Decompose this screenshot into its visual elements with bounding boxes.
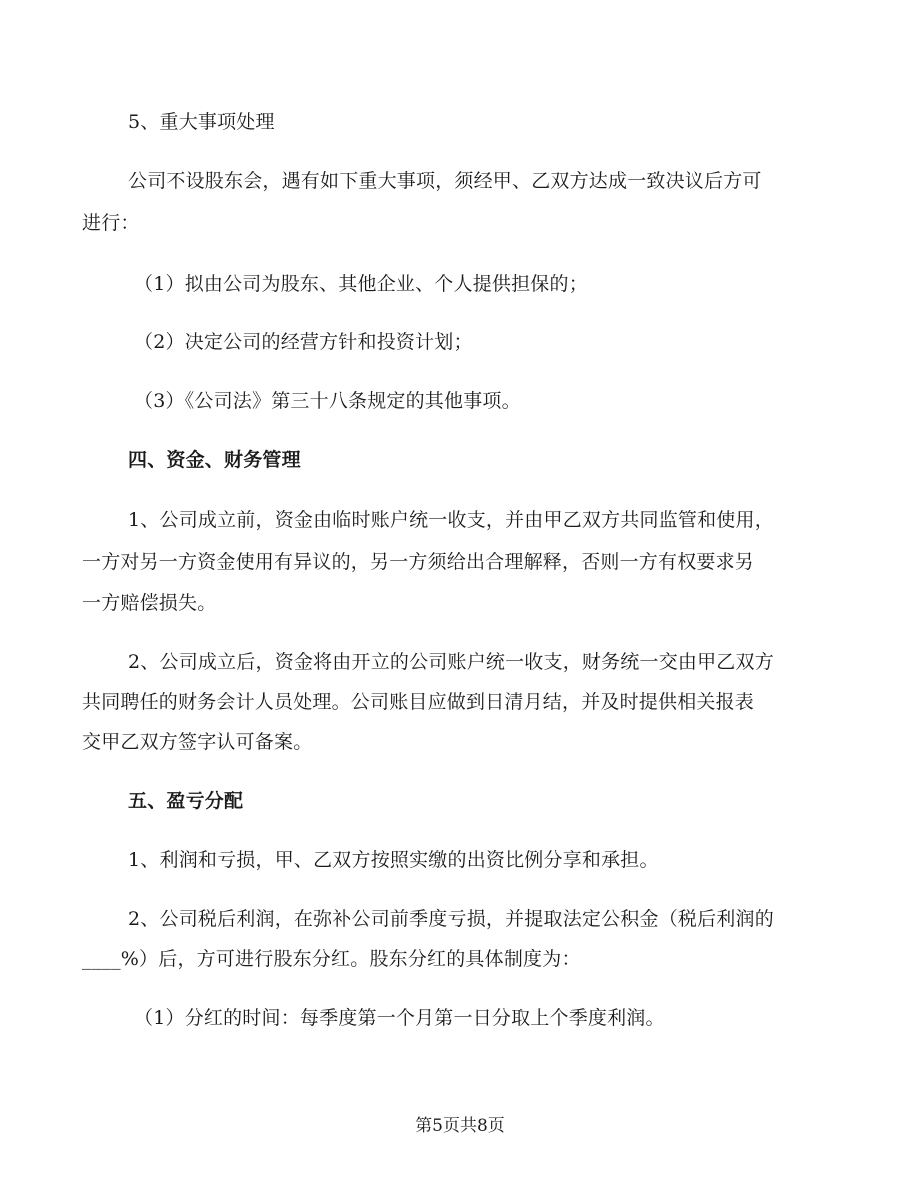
paragraph-line: 2、公司成立后，资金将由开立的公司账户统一收支，财务统一交由甲乙双方 — [128, 651, 774, 673]
paragraph-line: 共同聘任的财务会计人员处理。公司账目应做到日清月结，并及时提供相关报表 — [82, 691, 755, 713]
section-heading-major-matters: 5、重大事项处理 — [128, 111, 275, 133]
paragraph-line: 交甲乙双方签字认可备案。 — [82, 731, 313, 753]
list-item: （1）拟由公司为股东、其他企业、个人提供担保的； — [134, 273, 588, 295]
list-item: （3）《公司法》第三十八条规定的其他事项。 — [134, 390, 521, 412]
paragraph-line: 2、公司税后利润，在弥补公司前季度亏损，并提取法定公积金（税后利润的 — [128, 908, 774, 930]
paragraph-line: 1、公司成立前，资金由临时账户统一收支，并由甲乙双方共同监管和使用， — [128, 509, 774, 531]
page-number: 第5页共8页 — [415, 1116, 505, 1136]
list-item: （2）决定公司的经营方针和投资计划； — [134, 331, 473, 353]
paragraph-line: 1、利润和亏损，甲、乙双方按照实缴的出资比例分享和承担。 — [128, 849, 659, 871]
list-item: （1）分红的时间：每季度第一个月第一日分取上个季度利润。 — [134, 1007, 665, 1029]
paragraph-line: 公司不设股东会，遇有如下重大事项，须经甲、乙双方达成一致决议后方可 — [128, 170, 762, 192]
paragraph-line: 一方对另一方资金使用有异议的，另一方须给出合理解释，否则一方有权要求另 — [82, 551, 755, 573]
paragraph-line: 一方赔偿损失。 — [82, 592, 217, 614]
section-heading-profit-loss: 五、盈亏分配 — [128, 790, 244, 812]
paragraph-line: ____%）后，方可进行股东分红。股东分红的具体制度为： — [82, 948, 581, 970]
section-heading-finance: 四、资金、财务管理 — [128, 449, 301, 471]
paragraph-line: 进行： — [82, 212, 140, 234]
